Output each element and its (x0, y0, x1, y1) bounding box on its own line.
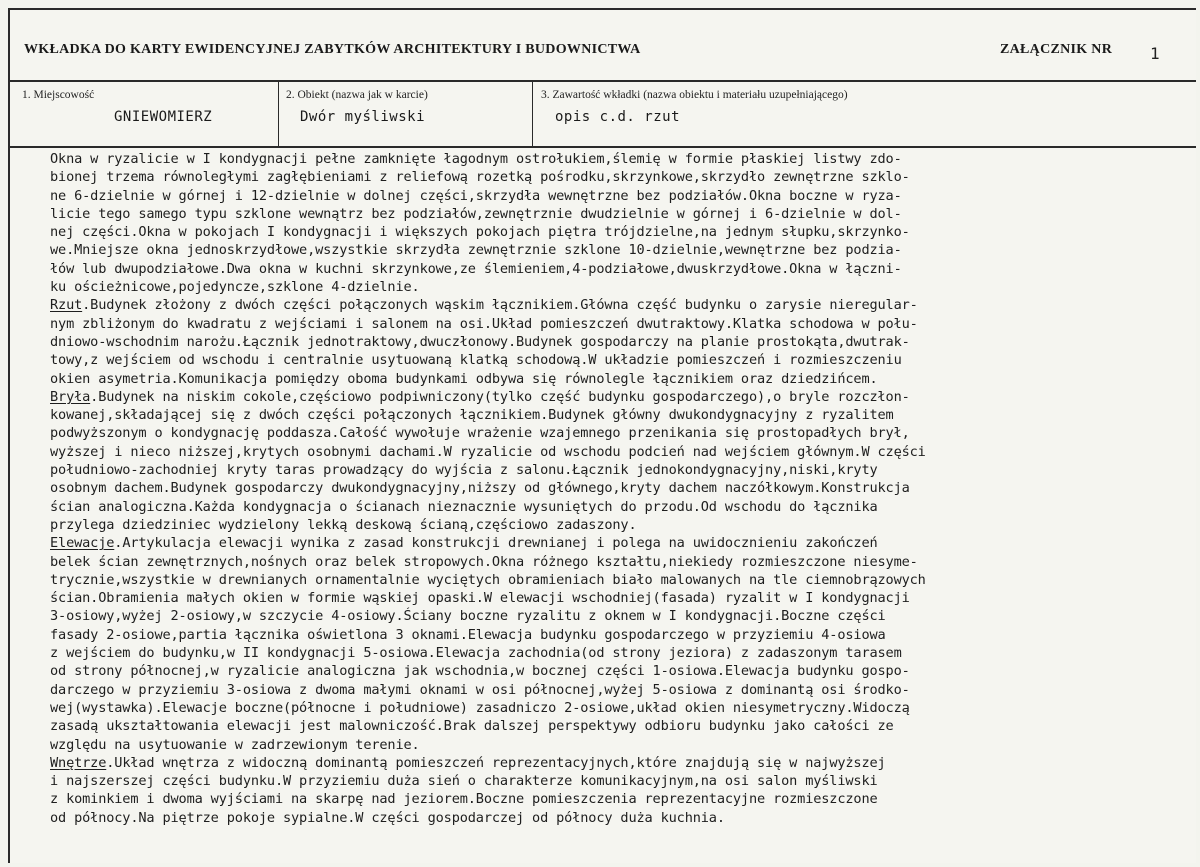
contents-value: opis c.d. rzut (555, 109, 681, 125)
line-text: wej(wystawka).Elewacje boczne(północne i południowe) zasadniczo 2-osiowe,układ okien niesymetryczny.Widoczą (50, 699, 910, 716)
line-text: od strony północnej,w ryzalicie analogiczna jak wschodnia,w bocznej części 1-osiowa.Elewacja budynku gospo- (50, 663, 910, 680)
line-text: licie tego samego typu szklone wewnątrz bez podziałów,zewnętrznie dwudzielnie w górnej i 6-dzielnie w dol- (50, 205, 902, 222)
locality-value: GNIEWOMIERZ (114, 109, 213, 125)
field-separator-1 (278, 80, 279, 146)
section-heading: Wnętrze (50, 754, 107, 771)
line-text: z wejściem do budynku,w II kondygnacji 5-osiowa.Elewacja zachodnia(od strony jeziora) z zadaszonym tarasem (50, 645, 902, 662)
text-line (50, 351, 1180, 369)
text-line (50, 479, 1180, 497)
text-line (50, 424, 1180, 442)
line-text: południowo-zachodniej kryty taras prowadzący do wyjścia z salonu.Łącznik jednokondygnacyjny,niski,kryty (50, 462, 878, 479)
line-text: trycznie,wszystkie w drewnianych ornamentalnie wyciętych obramieniach biało malowanych na tle ciemnobrązowych (50, 571, 926, 588)
text-line (50, 754, 1180, 772)
line-text: darczego w przyziemiu 3-osiowa z dwoma małymi oknami w osi północnej,wyżej 5-osiowa z dominantą osi środko- (50, 681, 910, 698)
text-line (50, 644, 1180, 662)
line-text: dniowo-wschodnim narożu.Łącznik jednotraktowy,dwuczłonowy.Budynek gospodarczy na planie prostokąta,dwutrak- (50, 333, 910, 350)
line-text: kowanej,składającej się z dwóch części połączonych łącznikiem.Budynek główny dwukondygnacyjny z ryzalitem (50, 407, 894, 424)
text-line (50, 278, 1180, 296)
line-text: wyższej i nieco niższej,krytych osobnymi dachami.W ryzalicie od wschodu podcień nad wejściem głównym.W części (50, 443, 926, 460)
line-text: 3-osiowy,wyżej 2-osiowy,w szczycie 4-osiowy.Ściany boczne ryzalitu z oknem w I kondygnacji.Boczne części (50, 608, 886, 625)
line-text: nej części.Okna w pokojach I kondygnacji i większych pokojach piętra trójdzielne,na jednym słupku,skrzynko- (50, 224, 910, 241)
text-line (50, 607, 1180, 625)
text-line (50, 296, 1180, 314)
line-text: Okna w ryzalicie w I kondygnacji pełne zamknięte łagodnym ostrołukiem,ślemię w formie płaskiej listwy zdo- (50, 151, 902, 167)
text-line (50, 772, 1180, 790)
text-line (50, 553, 1180, 571)
text-line (50, 717, 1180, 735)
text-line (50, 443, 1180, 461)
text-line (50, 699, 1180, 717)
text-line (50, 260, 1180, 278)
locality-label: 1. Miejscowość (22, 89, 95, 101)
section-heading: Bryła (50, 388, 91, 405)
section-heading: Elewacje (50, 535, 115, 552)
line-text: od północy.Na piętrze pokoje sypialne.W części gospodarczej od północy duża kuchnia. (50, 809, 725, 826)
text-line (50, 241, 1180, 259)
line-text: .Budynek na niskim cokole,częściowo podpiwniczony(tylko część budynku gospodarczego),o bryle rozczłon- (90, 388, 910, 405)
line-text: względu na usytuowanie w zadrzewionym terenie. (50, 736, 420, 753)
line-text: i najszerszej części budynku.W przyziemiu duża sień o charakterze komunikacyjnym,na osi salon myśliwski (50, 773, 878, 790)
text-line (50, 626, 1180, 644)
line-text: ne 6-dzielnie w górnej i 12-dzielnie w dolnej części,skrzydła wewnętrzne bez podziałów.Okna boczne w ryza- (50, 187, 902, 204)
line-text: .Artykulacja elewacji wynika z zasad konstrukcji drewnianej i polega na uwidocznieniu zakończeń (114, 535, 878, 552)
text-line (50, 388, 1180, 406)
text-line (50, 315, 1180, 333)
description-text (50, 150, 1180, 827)
line-text: .Układ wnętrza z widoczną dominantą pomieszczeń reprezentacyjnych,które znajdują się w najwyższej (106, 754, 886, 771)
text-line (50, 534, 1180, 552)
line-text: bionej trzema równoległymi zagłębieniami z reliefową rozetką pośrodku,skrzynkowe,skrzydło zewnętrzne szklo- (50, 169, 910, 186)
text-line (50, 589, 1180, 607)
line-text: podwyższonym o kondygnację poddasza.Całość wywołuje wrażenie wzajemnego przenikania się prostopadłych brył, (50, 425, 910, 442)
text-line (50, 370, 1180, 388)
line-text: ścian.Obramienia małych okien w formie wąskiej opaski.W elewacji wschodniej(fasada) ryzalit w I kondygnacji (50, 590, 910, 607)
line-text: z kominkiem i dwoma wyjściami na skarpę nad jeziorem.Boczne pomieszczenia reprezentacyjne rozmieszczone (50, 791, 878, 808)
line-text: towy,z wejściem od wschodu i centralnie usytuowaną klatką schodową.W układzie pomieszczeń i rozmieszczeniu (50, 352, 902, 369)
text-line (50, 406, 1180, 424)
text-line (50, 187, 1180, 205)
text-line (50, 168, 1180, 186)
text-line (50, 809, 1180, 827)
contents-label: 3. Zawartość wkładki (nazwa obiektu i materiału uzupełniającego) (541, 89, 848, 101)
line-text: fasady 2-osiowe,partia łącznika oświetlona 3 oknami.Elewacja budynku gospodarczego w przyziemiu 4-osiowa (50, 626, 886, 643)
line-text: ścian analogiczna.Każda kondygnacja o ścianach nieznacznie wysuniętych do przodu.Od wschodu do łącznika (50, 498, 878, 515)
text-line (50, 516, 1180, 534)
line-text: osobnym dachem.Budynek gospodarczy dwukondygnacyjny,niższy od głównego,kryty dachem naczółkowym.Konstrukcja (50, 480, 910, 497)
line-text: zasadą ukształtowania elewacji jest malowniczość.Brak dalszej perspektywy odbioru budynku jako całości ze (50, 718, 894, 735)
annex-label: ZAŁĄCZNIK NR (1000, 42, 1113, 57)
text-line (50, 681, 1180, 699)
line-text: belek ścian zewnętrznych,nośnych oraz belek stropowych.Okna różnego kształtu,niekiedy rozmieszczone niesyme- (50, 553, 918, 570)
line-text: okien asymetria.Komunikacja pomiędzy oboma budynkami odbywa się równolegle łącznikiem oraz dziedzińcem. (50, 370, 878, 387)
text-line (50, 790, 1180, 808)
annex-number: 1 (1150, 44, 1160, 63)
text-line (50, 223, 1180, 241)
fields-divider (10, 146, 1196, 148)
section-heading: Rzut (50, 297, 83, 314)
text-line (50, 150, 1180, 168)
object-value: Dwór myśliwski (300, 109, 426, 125)
text-line (50, 461, 1180, 479)
text-line (50, 736, 1180, 754)
text-line (50, 571, 1180, 589)
text-line (50, 498, 1180, 516)
line-text: .Budynek złożony z dwóch części połączonych wąskim łącznikiem.Główna część budynku o zarysie nieregular- (82, 297, 918, 314)
text-line (50, 333, 1180, 351)
line-text: łów lub dwupodziałowe.Dwa okna w kuchni skrzynkowe,ze ślemieniem,4-podziałowe,dwuskrzydłowe.Okna w łączni- (50, 260, 902, 277)
line-text: ku ościeżnicowe,pojedyncze,szklone 4-dzielnie. (50, 279, 420, 296)
text-line (50, 205, 1180, 223)
line-text: przylega dziedziniec wydzielony lekką deskową ścianą,częściowo zadaszony. (50, 516, 637, 533)
header-divider (10, 80, 1196, 82)
field-separator-2 (532, 80, 533, 146)
text-line (50, 662, 1180, 680)
line-text: we.Mniejsze okna jednoskrzydłowe,wszystkie skrzydła zewnętrznie szklone 10-dzielnie,wewnętrzne bez podzia- (50, 242, 902, 259)
card-title: WKŁADKA DO KARTY EWIDENCYJNEJ ZABYTKÓW ARCHITEKTURY I BUDOWNICTWA (24, 42, 641, 57)
line-text: nym zbliżonym do kwadratu z wejściami i salonem na osi.Układ pomieszczeń dwutraktowy.Klatka schodowa w połu- (50, 315, 918, 332)
object-label: 2. Obiekt (nazwa jak w karcie) (286, 89, 428, 101)
